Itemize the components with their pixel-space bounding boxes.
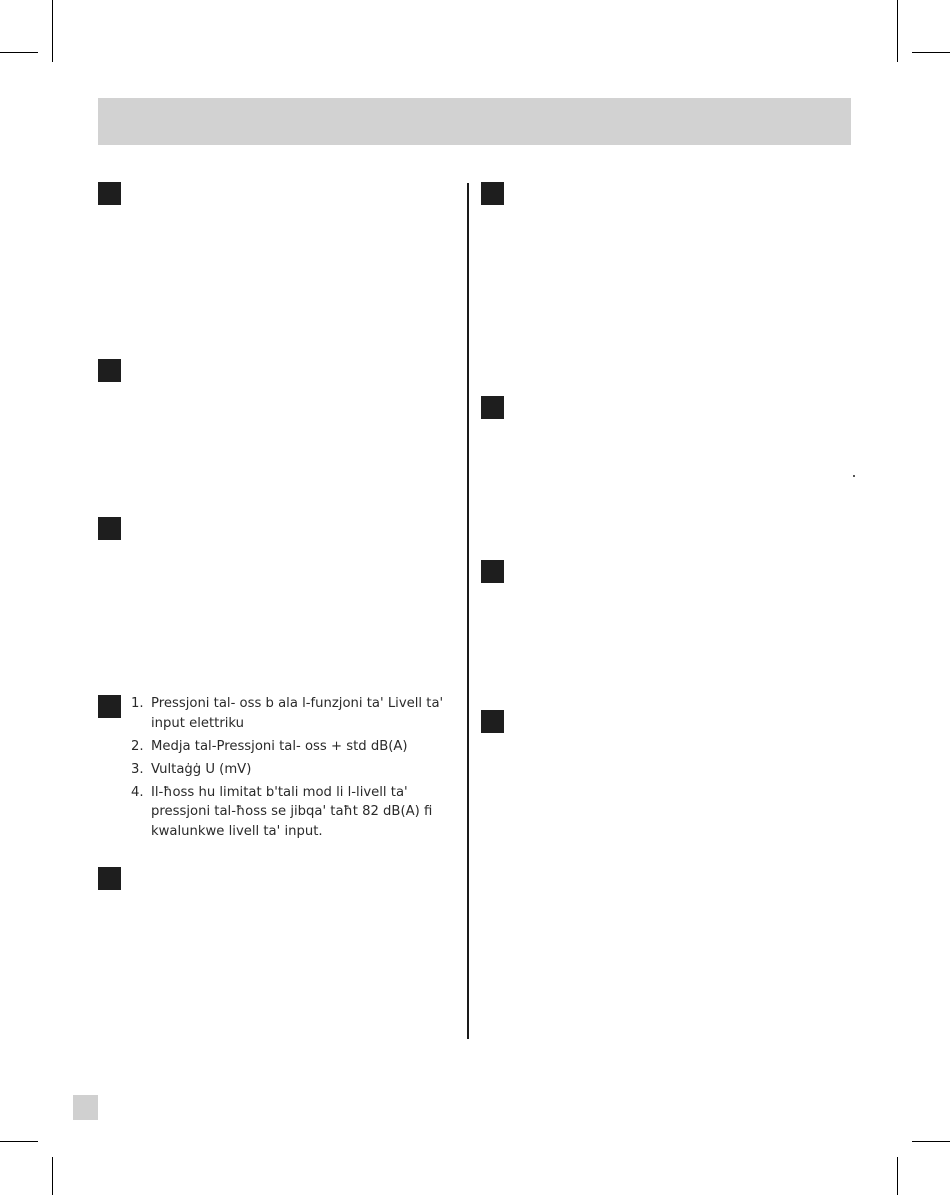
crop-mark-top-left-vertical: [52, 0, 53, 62]
list-item-number: 3.: [131, 761, 144, 777]
list-item: [131, 783, 451, 842]
header-band: [98, 98, 851, 145]
section-marker-right-1: [481, 182, 504, 205]
crop-mark-top-left-horizontal: [0, 52, 38, 53]
crop-mark-bottom-right-horizontal: [912, 1141, 950, 1142]
section-marker-right-4: [481, 710, 504, 733]
list-item-text: Vultaġġ U (mV): [151, 761, 252, 777]
crop-mark-bottom-right-vertical: [897, 1157, 898, 1195]
crop-mark-bottom-left-horizontal: [0, 1141, 38, 1142]
numbered-list: [131, 694, 451, 845]
list-item: [131, 760, 451, 780]
list-item-text: Il-ħoss hu limitat b'tali mod li l-livell ta' pressjoni tal-ħoss se jibqa' taħt 82 dB(A) fi kwalunkwe livell ta' input.: [151, 784, 433, 839]
crop-mark-top-right-horizontal: [912, 52, 950, 53]
list-item-text: Medja tal-Pressjoni tal- oss + std dB(A): [151, 738, 408, 754]
section-marker-right-3: [481, 560, 504, 583]
section-marker-left-4: [98, 695, 121, 718]
section-marker-left-5: [98, 867, 121, 890]
column-divider: [467, 183, 469, 1039]
list-item: [131, 694, 451, 733]
crop-mark-top-right-vertical: [897, 0, 898, 62]
page-number-marker: [73, 1095, 98, 1120]
section-marker-right-2: [481, 396, 504, 419]
section-marker-left-3: [98, 517, 121, 540]
section-marker-left-2: [98, 359, 121, 382]
list-item: [131, 737, 451, 757]
section-marker-left-1: [98, 182, 121, 205]
list-item-number: 4.: [131, 784, 144, 800]
stray-mark: [853, 475, 855, 477]
list-item-number: 1.: [131, 696, 144, 711]
list-item-number: 2.: [131, 738, 144, 754]
crop-mark-bottom-left-vertical: [52, 1157, 53, 1195]
list-item-text: Pressjoni tal- oss b ala l-funzjoni ta' Livell ta' input elettriku: [151, 696, 444, 731]
